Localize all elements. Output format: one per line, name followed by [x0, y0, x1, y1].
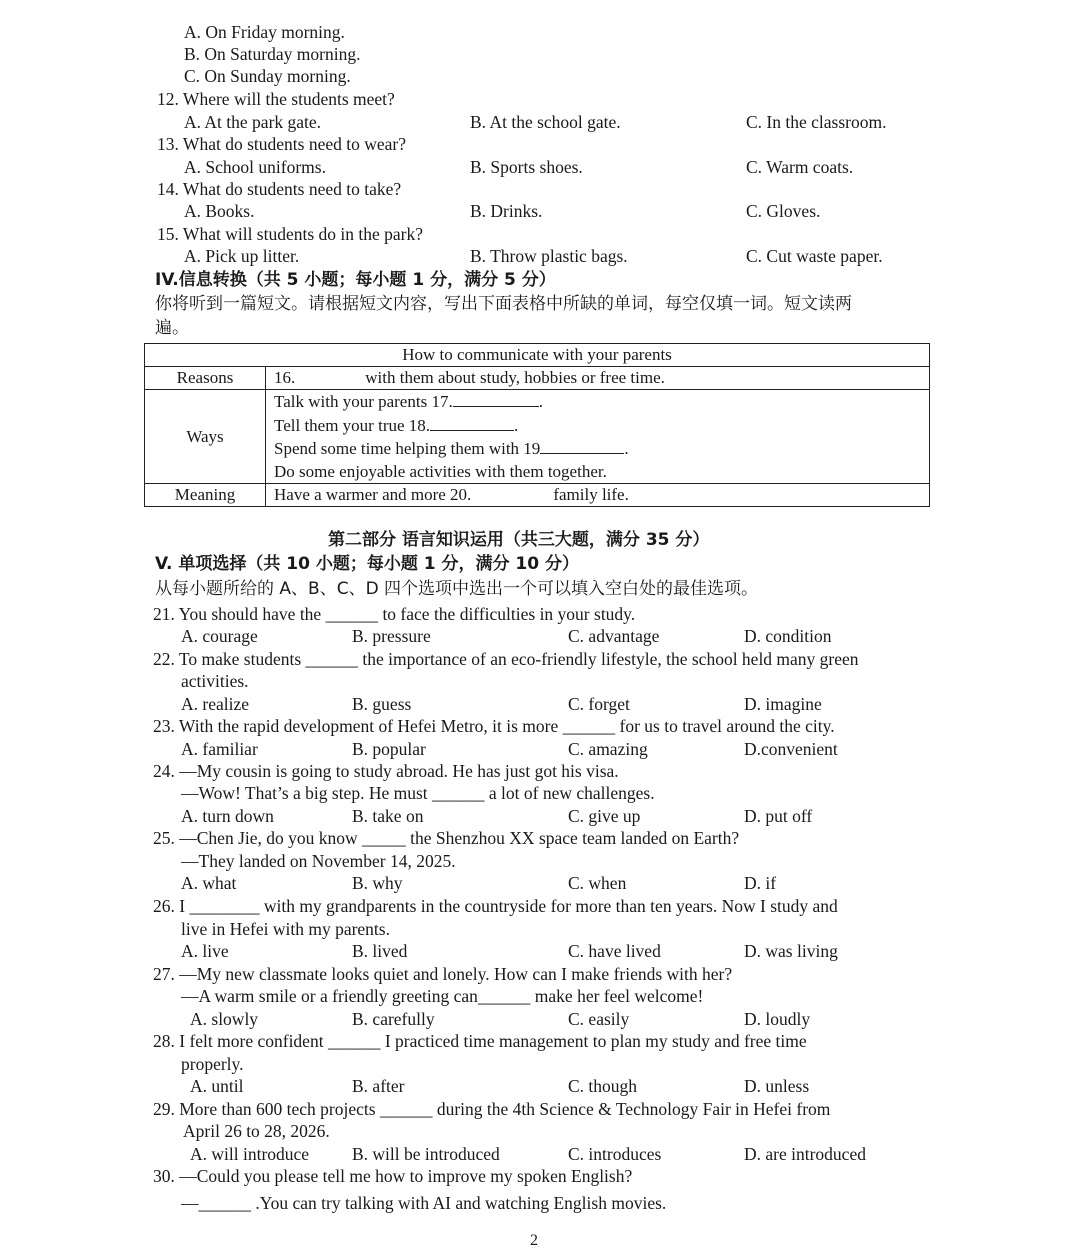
section4-instruction-line1: 你将听到一篇短文。请根据短文内容，写出下面表格中所缺的单词，每空仅填一词。短文读两: [155, 294, 852, 314]
info-table-title: How to communicate with your parents: [145, 344, 930, 367]
q24-option-a[interactable]: A. turn down: [181, 806, 274, 826]
reasons-cell: [266, 367, 930, 390]
part2-title: 第二部分 语言知识运用（共三大题，满分 35 分）: [328, 530, 710, 550]
q13-option-b: B. Sports shoes.: [470, 157, 583, 177]
q11-option-a: A. On Friday morning.: [184, 22, 345, 42]
q15-option-a: A. Pick up litter.: [184, 246, 300, 266]
q28-option-d[interactable]: D. unless: [744, 1076, 810, 1096]
page-number: 2: [530, 1232, 538, 1249]
q13-stem: 13. What do students need to wear?: [157, 134, 406, 154]
q27-option-b[interactable]: B. carefully: [352, 1009, 435, 1029]
q25-option-d[interactable]: D. if: [744, 873, 777, 893]
q29-option-a[interactable]: A. will introduce: [190, 1144, 310, 1164]
way-item: Talk with your parents 17. .: [274, 392, 543, 411]
q14-stem: 14. What do students need to take?: [157, 179, 402, 199]
q29-option-d[interactable]: D. are introduced: [744, 1144, 866, 1164]
q25-option-c[interactable]: C. when: [568, 873, 627, 893]
ways-label: Ways: [145, 390, 266, 484]
q24-option-c[interactable]: C. give up: [568, 806, 641, 826]
q14-option-b: B. Drinks.: [470, 201, 543, 221]
q29-stem: 29. More than 600 tech projects ______ during the 4th Science & Technology Fair in Hefei from: [153, 1099, 831, 1119]
ways-cell: [266, 390, 930, 484]
q24-option-d[interactable]: D. put off: [744, 806, 813, 826]
q11-option-b: B. On Saturday morning.: [184, 44, 361, 64]
q26-option-d[interactable]: D. was living: [744, 941, 838, 961]
way-item: Tell them your true 18. .: [274, 415, 519, 435]
q22-option-b[interactable]: B. guess: [352, 694, 412, 714]
q21-option-b[interactable]: B. pressure: [352, 626, 431, 646]
q21-option-a[interactable]: A. courage: [181, 626, 258, 646]
q29-option-c[interactable]: C. introduces: [568, 1144, 662, 1164]
way-item: Do some enjoyable activities with them together.: [274, 461, 607, 481]
q21-stem: 21. You should have the ______ to face the difficulties in your study.: [153, 604, 636, 624]
q27-option-d[interactable]: D. loudly: [744, 1009, 811, 1029]
q27-stem-cont: —A warm smile or a friendly greeting can______ make her feel welcome!: [181, 986, 704, 1006]
q28-stem: 28. I felt more confident ______ I practiced time management to plan my study and free time: [153, 1031, 807, 1051]
q15-option-c: C. Cut waste paper.: [746, 246, 883, 266]
q26-stem: 26. I ________ with my grandparents in the countryside for more than ten years. Now I study and: [153, 896, 838, 916]
q29-stem-cont: April 26 to 28, 2026.: [183, 1121, 330, 1141]
q24-stem: 24. —My cousin is going to study abroad. He has just got his visa.: [153, 761, 619, 781]
blank-17[interactable]: [453, 390, 539, 407]
q28-option-b[interactable]: B. after: [352, 1076, 405, 1096]
q21-option-c[interactable]: C. advantage: [568, 626, 660, 646]
q28-option-c[interactable]: C. though: [568, 1076, 638, 1096]
q25-stem: 25. —Chen Jie, do you know _____ the Shenzhou XX space team landed on Earth?: [153, 828, 740, 848]
q15-stem: 15. What will students do in the park?: [157, 224, 424, 244]
q11-option-c: C. On Sunday morning.: [184, 66, 351, 86]
info-table: [144, 343, 930, 507]
q28-stem-cont: properly.: [181, 1054, 244, 1074]
q23-stem: 23. With the rapid development of Hefei Metro, it is more ______ for us to travel around the city.: [153, 716, 835, 736]
meaning-cell: Have a warmer and more 20. family life.: [266, 484, 930, 507]
section5-title: V. 单项选择（共 10 小题；每小题 1 分，满分 10 分）: [155, 554, 579, 574]
q27-option-c[interactable]: C. easily: [568, 1009, 630, 1029]
q22-option-a[interactable]: A. realize: [181, 694, 250, 714]
q23-option-d[interactable]: D.convenient: [744, 739, 838, 759]
q13-option-a: A. School uniforms.: [184, 157, 326, 177]
reasons-label: Reasons: [145, 367, 266, 390]
section4-title: IV.信息转换（共 5 小题；每小题 1 分，满分 5 分）: [155, 270, 556, 290]
q26-option-b[interactable]: B. lived: [352, 941, 408, 961]
q22-stem-cont: activities.: [181, 671, 249, 691]
blank-19[interactable]: [540, 437, 624, 454]
q23-option-b[interactable]: B. popular: [352, 739, 426, 759]
section5-instruction: 从每小题所给的 A、B、C、D 四个选项中选出一个可以填入空白处的最佳选项。: [155, 579, 759, 599]
q26-option-a[interactable]: A. live: [181, 941, 229, 961]
q28-option-a[interactable]: A. until: [190, 1076, 244, 1096]
q12-option-a: A. At the park gate.: [184, 112, 322, 132]
q12-stem: 12. Where will the students meet?: [157, 89, 395, 109]
way-item: Spend some time helping them with 19 .: [274, 439, 629, 458]
q23-option-a[interactable]: A. familiar: [181, 739, 258, 759]
section4-instruction-line2: 遍。: [155, 318, 189, 338]
q25-option-a[interactable]: A. what: [181, 873, 237, 893]
q23-option-c[interactable]: C. amazing: [568, 739, 648, 759]
q25-option-b[interactable]: B. why: [352, 873, 403, 893]
q12-option-b: B. At the school gate.: [470, 112, 621, 132]
q29-option-b[interactable]: B. will be introduced: [352, 1144, 500, 1164]
q30-stem-cont: —______ .You can try talking with AI and watching English movies.: [181, 1193, 667, 1213]
q26-stem-cont: live in Hefei with my parents.: [181, 919, 390, 939]
q22-option-d[interactable]: D. imagine: [744, 694, 822, 714]
reasons-text: with them about study, hobbies or free time.: [365, 368, 665, 387]
q22-stem: 22. To make students ______ the importance of an eco-friendly lifestyle, the school held many green: [153, 649, 859, 669]
q15-option-b: B. Throw plastic bags.: [470, 246, 628, 266]
blank-18[interactable]: [430, 414, 514, 431]
q30-stem: 30. —Could you please tell me how to improve my spoken English?: [153, 1166, 633, 1186]
q26-option-c[interactable]: C. have lived: [568, 941, 661, 961]
q14-option-c: C. Gloves.: [746, 201, 821, 221]
q25-stem-cont: —They landed on November 14, 2025.: [181, 851, 456, 871]
q27-stem: 27. —My new classmate looks quiet and lonely. How can I make friends with her?: [153, 964, 733, 984]
q24-option-b[interactable]: B. take on: [352, 806, 424, 826]
q21-option-d[interactable]: D. condition: [744, 626, 832, 646]
q27-option-a[interactable]: A. slowly: [190, 1009, 259, 1029]
q14-option-a: A. Books.: [184, 201, 255, 221]
blank-16-number: 16.: [274, 368, 296, 387]
meaning-label: Meaning: [145, 484, 266, 507]
q13-option-c: C. Warm coats.: [746, 157, 854, 177]
q24-stem-cont: —Wow! That’s a big step. He must ______ a lot of new challenges.: [181, 783, 655, 803]
q22-option-c[interactable]: C. forget: [568, 694, 630, 714]
q12-option-c: C. In the classroom.: [746, 112, 887, 132]
